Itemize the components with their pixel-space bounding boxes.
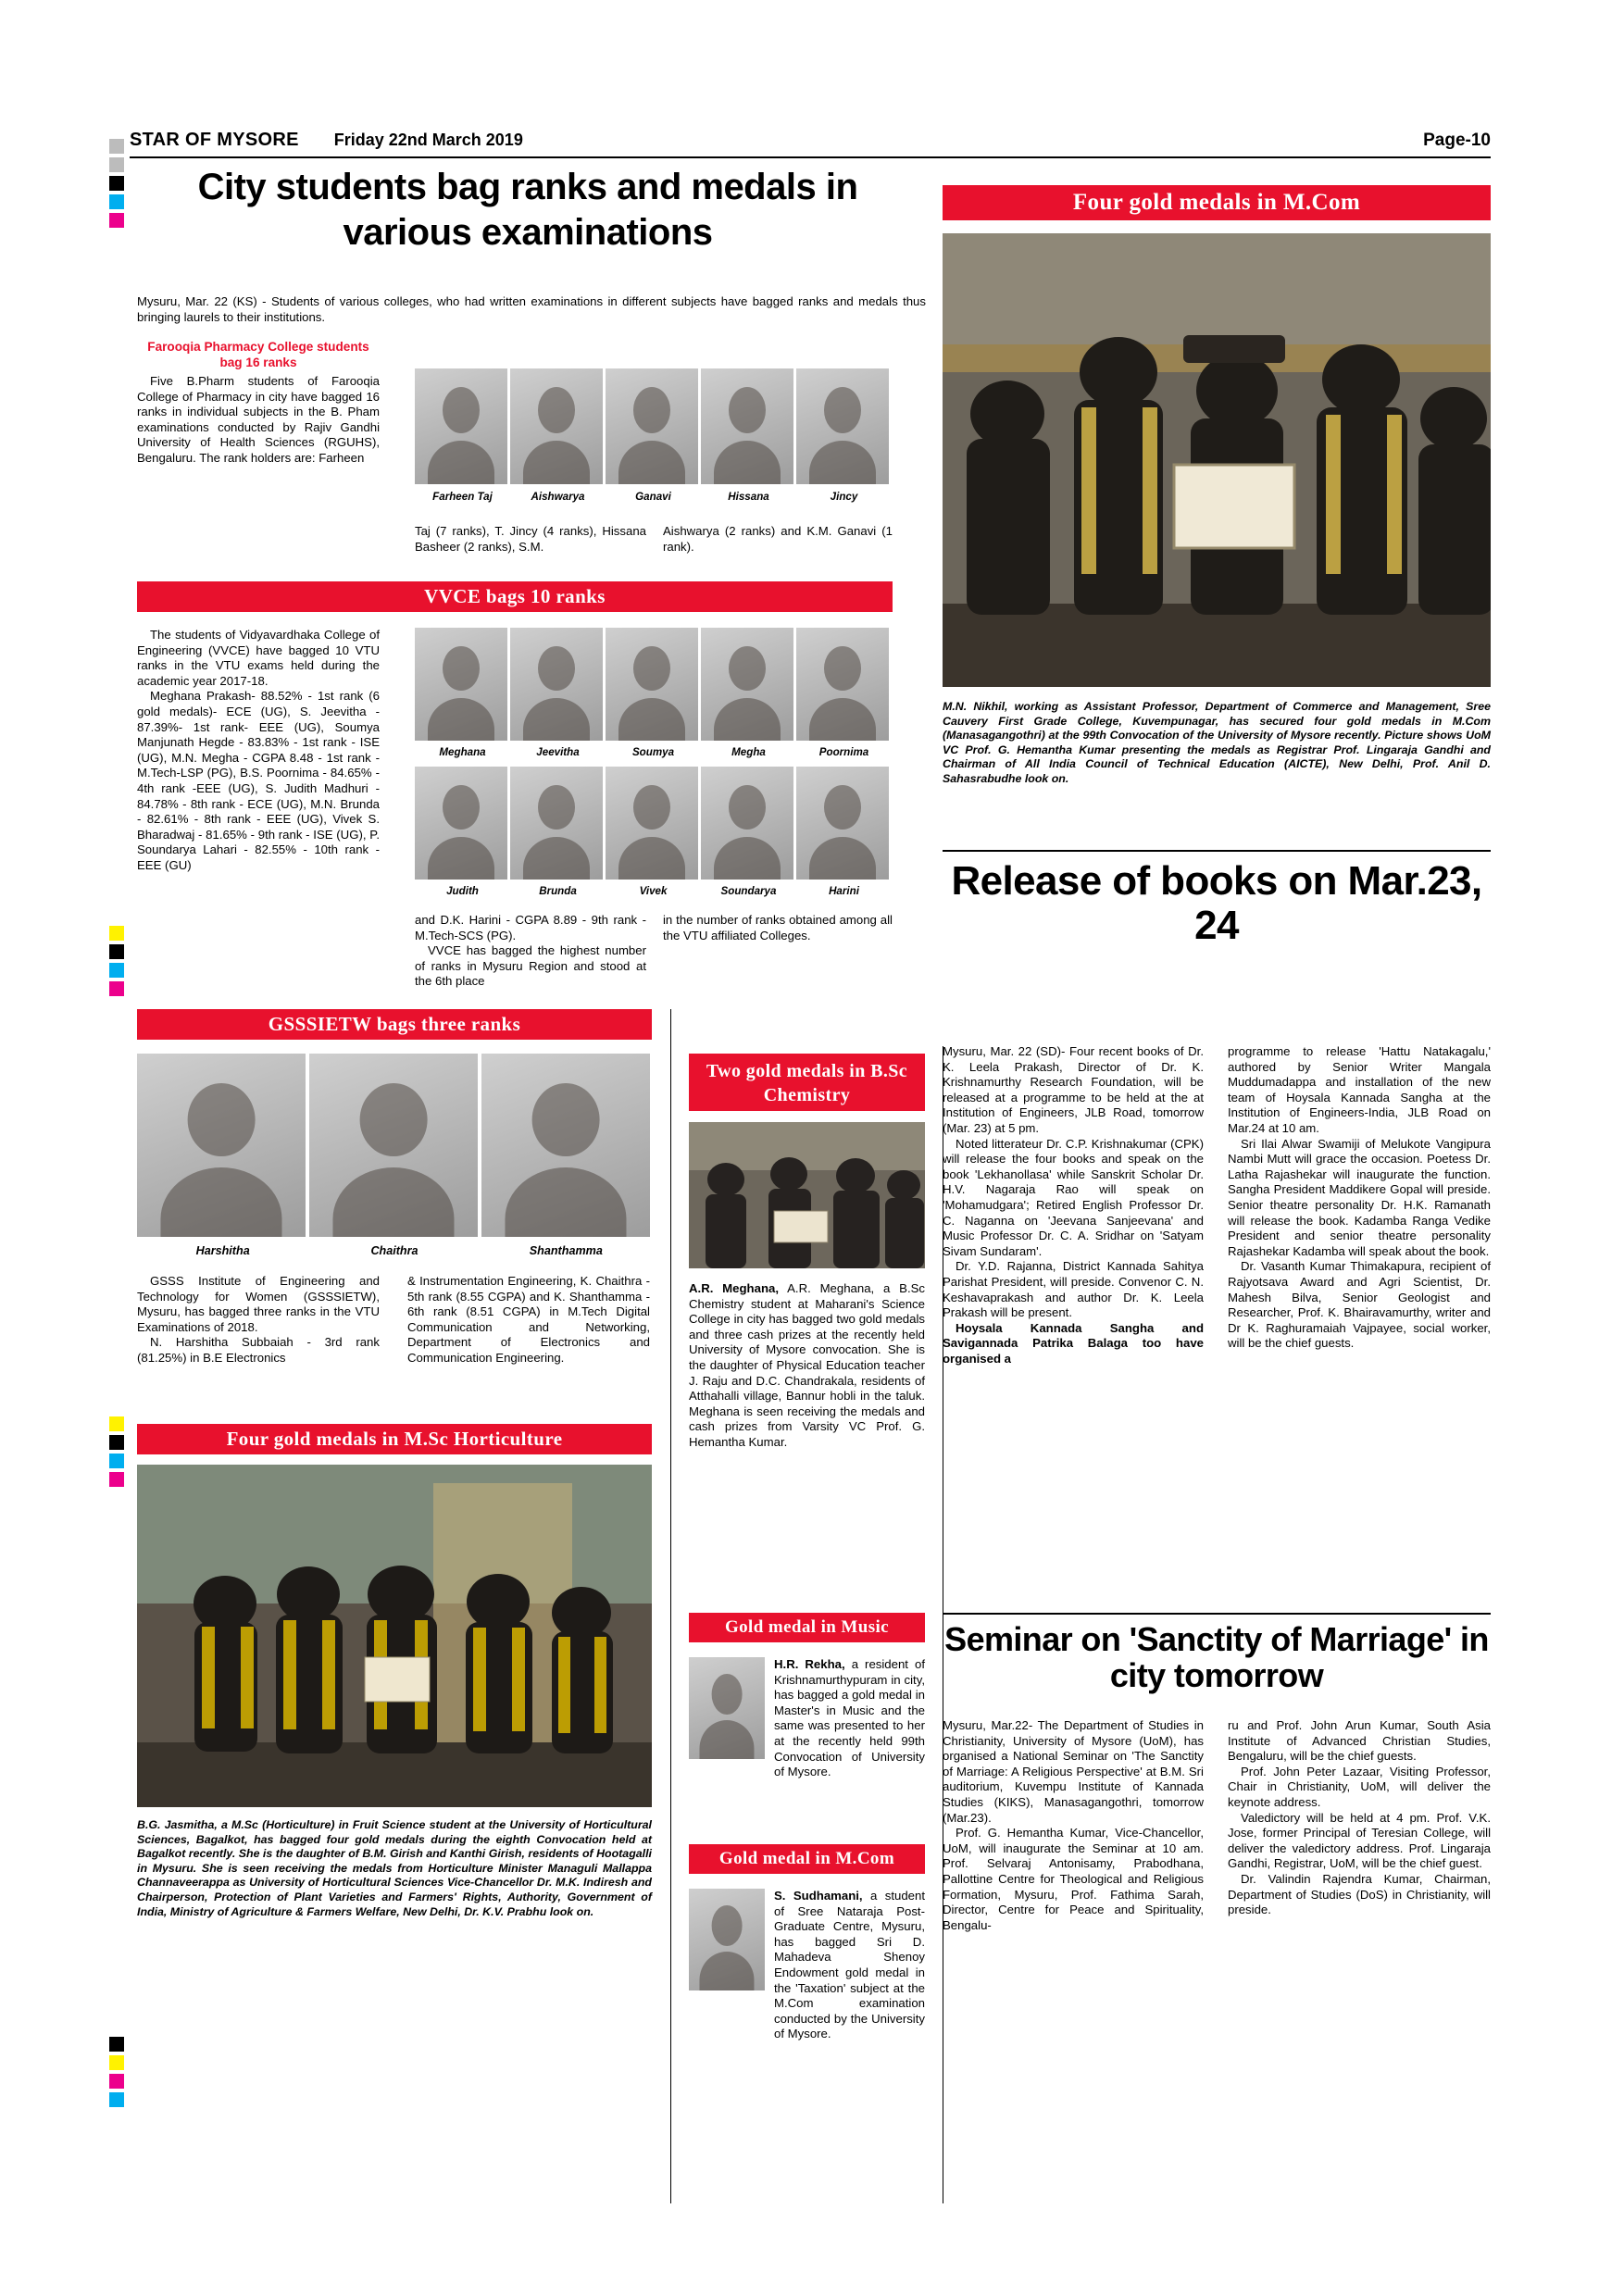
reg-mark-cyan <box>109 194 124 209</box>
four-gold-mcom-photo-graphic <box>943 233 1491 687</box>
photo-jincy <box>796 368 889 484</box>
music-banner: Gold medal in Music <box>689 1613 925 1642</box>
bsc-chemistry-photo <box>689 1122 925 1268</box>
reg-mark-black <box>109 176 124 191</box>
farooqia-body-3: Aishwarya (2 ranks) and K.M. Ganavi (1 rank). <box>663 524 893 554</box>
books-headline: Release of books on Mar.23, 24 <box>951 858 1482 948</box>
vvce-photo-row-1 <box>415 628 889 741</box>
section-divider-2 <box>943 1613 1491 1615</box>
books-col-1: Mysuru, Mar. 22 (SD)- Four recent books of Dr. K. Leela Prakash, Director of Dr. K. Krishnamurthy Research Foundation, will be released at a programme to be held at the at Institution of Engineers, JLB Road, tomorrow (Mar. 23) at 5 pm. Noted litterateur Dr. C.P. Krishnakumar (CPK) will release the four books and speak on the book 'Lekhanollasa' while Sanskrit Scholar Dr. H.V. Nagaraja Rao will speak on 'Mohamudgara'; Retired English Professor Dr. C. Naganna on 'Jeevana Sanjeevana' and Music Professor Dr. C. A. Sridhar on 'Satyam Sivam Sundaram'. Dr. Y.D. Rajanna, District Kannada Sahitya Parishat President, will preside. Convenor C. N. Keshavaprakash and author Dr. K. Leela Prakash will be present. Hoysala Kannada Sangha and Savigannada Patrika Balaga too have organised a <box>943 1044 1204 1366</box>
music-lead-name: H.R. Rekha, <box>774 1657 845 1671</box>
publication-date: Friday 22nd March 2019 <box>333 131 523 149</box>
reg-mark-magenta <box>109 981 124 996</box>
seminar-col-2: ru and Prof. John Arun Kumar, South Asia Institute of Advanced Christian Studies, Bengaluru, will be the chief guests. Prof. John Peter Lazaar, Visiting Professor, Chair in Christianity, UoM, will deliver the keynote address. Valedictory will be held at 4 pm. Prof. V.K. Jose, former Principal of Teresian College, will deliver the valedictory address. Prof. Lingaraja Gandhi, Registrar, UoM, will be the chief guest. Dr. Valindin Rajendra Kumar, Chairman, Department of Studies (DoS) in Christianity, will preside. <box>1228 1718 1491 1917</box>
photo-harini <box>796 767 889 880</box>
registration-marks-mid <box>109 926 124 1000</box>
photo-hr-rekha <box>689 1657 765 1759</box>
reg-mark-black <box>109 944 124 959</box>
photo-harshitha <box>137 1054 306 1237</box>
mcom-gold-text: a student of Sree Nataraja Post-Graduate Centre, Mysuru, has bagged Sri D. Mahadeva Shenoy Endowment gold medal in the 'Taxation' subject at the M.Com examination conducted by the University of Mysore. <box>774 1889 925 2041</box>
bsc-chem-lead-name: A.R. Meghana, <box>689 1281 780 1295</box>
horticulture-photo-graphic <box>137 1465 652 1807</box>
photo-vivek <box>606 767 698 880</box>
farooqia-photo-strip <box>415 368 889 484</box>
seminar-col-1: Mysuru, Mar.22- The Department of Studies in Christianity, University of Mysore (UoM), has organised a National Seminar on 'The Sanctity of Marriage: A Religious Perspective' at B.M. Sri auditorium, Kuvempu Institute of Kannada Studies (KIKS), Manasagangothri, tomorrow (Mar.23). Prof. G. Hemantha Kumar, Vice-Chancellor, UoM, will inaugurate the Seminar at 10 am. Prof. Selvaraj Antonisamy, Prabodhana, Pallottine Centre for Theological and Religious Formation, Mysuru, Prof. Fathima Sarah, Director, Centre for Peace and Spirituality, Bengalu- <box>943 1718 1204 1932</box>
seminar-headline: Seminar on 'Sanctity of Marriage' in city tomorrow <box>944 1620 1489 1694</box>
vvce-mid-column: and D.K. Harini - CGPA 8.89 - 9th rank - M.Tech-SCS (PG). VVCE has bagged the highest number of ranks in Mysuru Region and stood at the 6th place <box>415 913 646 989</box>
reg-mark-black <box>109 2037 124 2052</box>
vvce-right-column: in the number of ranks obtained among all the VTU affiliated Colleges. <box>663 913 893 942</box>
gsssietw-photo-strip <box>137 1054 650 1237</box>
mcom-gold-body <box>774 1889 925 2042</box>
music-body-continued <box>689 1766 925 1782</box>
vvce-banner: VVCE bags 10 ranks <box>137 581 893 612</box>
four-gold-mcom-photo <box>943 233 1491 687</box>
photo-farheen-taj <box>415 368 507 484</box>
vvce-photo-captions-2: Judith Brunda Vivek Soundarya Harini <box>446 885 859 897</box>
photo-jeevitha <box>510 628 603 741</box>
photo-megha <box>701 628 793 741</box>
gsssietw-col-1: GSSS Institute of Engineering and Technology for Women (GSSSIETW), Mysuru, has bagged three ranks in the VTU Examinations of 2018. N. Harshitha Subbaiah - 3rd rank (81.25%) in B.E Electronics <box>137 1274 380 1365</box>
reg-mark-gray <box>109 157 124 172</box>
registration-marks-lower <box>109 1416 124 1491</box>
photo-shanthamma <box>481 1054 650 1237</box>
photo-judith <box>415 767 507 880</box>
reg-mark-yellow <box>109 2055 124 2070</box>
four-gold-mcom-banner: Four gold medals in M.Com <box>943 185 1491 220</box>
publication-title: STAR OF MYSORE <box>130 130 299 150</box>
photo-s-sudhamani <box>689 1889 765 1990</box>
farooqia-body-2: Taj (7 ranks), T. Jincy (4 ranks), Hissana Basheer (2 ranks), S.M. <box>415 524 646 554</box>
vvce-left-column: The students of Vidyavardhaka College of Engineering (VVCE) have bagged 10 VTU ranks in the VTU exams held during the academic year 2017-18. Meghana Prakash- 88.52% - 1st rank (6 gold medals)- ECE (UG), S. Jeevitha - 87.39%- 1st rank- EEE (UG), Soumya Manjunath Hegde - 83.83% - 1st rank - ISE (UG), M.N. Megha - CGPA 8.48 - 1st rank - M.Tech-LSP (PG), B.S. Poornima - 84.65% - 4th rank -EEE (UG), S. Judith Madhuri - 84.78% - 8th rank - ECE (UG), M.N. Brunda - 82.61% - 8th rank - EEE (UG), Vivek S. Bharadwaj - 81.65% - 9th rank - ISE (UG), P. Soundarya Lahari - 82.55% - 10th rank - EEE (GU) <box>137 628 380 872</box>
mcom-gold-lead-name: S. Sudhamani, <box>774 1889 863 1903</box>
photo-soundarya <box>701 767 793 880</box>
photo-ganavi <box>606 368 698 484</box>
lead-paragraph: Mysuru, Mar. 22 (KS) - Students of various colleges, who had written examinations in different subjects have bagged ranks and medals thus bringing laurels to their institutions. <box>137 294 926 324</box>
gsssietw-col-2: & Instrumentation Engineering, K. Chaithra - 5th rank (8.55 CGPA) and K. Shanthamma - 6th rank (8.51 CGPA) in M.Tech Digital Communication and Networking, Department of Electronics and Communication Engineering. <box>407 1274 650 1365</box>
horticulture-caption: B.G. Jasmitha, a M.Sc (Horticulture) in Fruit Science student at the University of Horticultural Sciences, Bagalkot, has bagged four gold medals during the eighth Convocation held at Bagalkot recently. She is the daughter of B.M. Girish and Kanthi Girish, residents of Hootagalli in Mysuru. She is seen receiving the medals from Horticulture Minister Managuli Mallappa Channaveerappa as University of Horticultural Sciences Vice-Chancellor Dr. M.K. Indiresh and Chairperson, Protection of Plant Varieties and Farmers' Rights, Authority, Government of India, Ministry of Agriculture & Farmers Welfare, New Delhi, Dr. K.V. Prabhu look on. <box>137 1818 652 1918</box>
farooqia-subhead: Farooqia Pharmacy College students bag 16 ranks <box>147 340 369 369</box>
photo-aishwarya <box>510 368 603 484</box>
page-title: City students bag ranks and medals in various examinations <box>197 167 858 253</box>
horticulture-banner: Four gold medals in M.Sc Horticulture <box>137 1424 652 1454</box>
column-divider-left <box>670 1009 671 2203</box>
reg-mark-magenta <box>109 2074 124 2089</box>
photo-poornima <box>796 628 889 741</box>
gsssietw-photo-captions: Harshitha Chaithra Shanthamma <box>195 1244 603 1257</box>
reg-mark-cyan <box>109 2092 124 2107</box>
bsc-chem-text: A.R. Meghana, a B.Sc Chemistry student at Maharani's Science College in city has bagged two gold medals and three cash prizes at the recently held University of Mysore convocation. She is the daughter of Physical Education teacher J. Raju and D.C. Chandrakala, residents of Atthahalli village, Bannur hobli in the taluk. Meghana is seen receiving the medals and cash prizes from Varsity VC Prof. G. Hemantha Kumar. <box>689 1281 926 1449</box>
gsssietw-banner: GSSSIETW bags three ranks <box>137 1009 652 1040</box>
horticulture-photo <box>137 1465 652 1807</box>
bsc-chemistry-body <box>689 1281 925 1451</box>
reg-mark-yellow <box>109 1416 124 1431</box>
reg-mark-magenta <box>109 1472 124 1487</box>
mcom-gold-banner: Gold medal in M.Com <box>689 1844 925 1874</box>
photo-hissana <box>701 368 793 484</box>
reg-mark-black <box>109 1435 124 1450</box>
photo-chaithra <box>309 1054 478 1237</box>
photo-brunda <box>510 767 603 880</box>
reg-mark-cyan <box>109 963 124 978</box>
bsc-chemistry-photo-graphic <box>689 1122 925 1268</box>
reg-mark-magenta <box>109 213 124 228</box>
farooqia-body: Five B.Pharm students of Farooqia College of Pharmacy in city have bagged 16 ranks in individual subjects in the B. Pham examinations conducted by Rajiv Gandhi University of Health Sciences (RGUHS), Bengaluru. The rank holders are: Farheen <box>137 374 380 465</box>
photo-soumya <box>606 628 698 741</box>
photo-meghana <box>415 628 507 741</box>
books-col-2: programme to release 'Hattu Natakagalu,' authored by Senior Writer Mangala Muddumadappa and installation of the new team of Hoysala Kannada Sangha at the Institution of Engineers-India, JLB Road on Mar.24 at 10 am. Sri Ilai Alwar Swamiji of Melukote Vangipura Nambi Mutt will grace the occasion. Poetess Dr. Latha Rajashekar will inaugurate the function. Sangha President Maddikere Gopal will preside. Senior theatre personality Dr. H.K. Ramanath will release the book. Kadamba Ranga Vedike President and senior theatre personality Rajashekar Kadamba will speak about the book. Dr. Vasanth Kumar Thimakapura, recipient of Rajyotsava Award and Agri Scientist, Dr. Mahesh Bilva, Senior Geologist and Researcher, Prof. K. Bhairavamurthy, writer and Dr K. Raghuramaiah Vajpayee, social worker, will be the chief guests. <box>1228 1044 1491 1351</box>
registration-marks <box>109 139 124 231</box>
vvce-photo-row-2 <box>415 767 889 880</box>
vvce-photo-captions-1: Meghana Jeevitha Soumya Megha Poornima <box>439 746 869 758</box>
reg-mark-cyan <box>109 1454 124 1468</box>
reg-mark-yellow <box>109 926 124 941</box>
farooqia-photo-captions: Farheen Taj Aishwarya Ganavi Hissana Jincy <box>432 491 858 503</box>
registration-marks-bottom <box>109 2037 124 2111</box>
four-gold-mcom-caption: M.N. Nikhil, working as Assistant Professor, Department of Commerce and Management, Sree Cauvery First Grade College, Kuvempunagar, has secured four gold medals in M.Com (Manasagangothri) at the 99th Convocation of the University of Mysore recently. Picture shows UoM VC Prof. G. Hemantha Kumar presenting the medals as Registrar Prof. Lingaraja Gandhi and Chairman of All India Council of Technical Education (AICTE), New Delhi, Prof. Anil D. Sahasrabudhe look on. <box>943 700 1491 785</box>
section-divider-1 <box>943 850 1491 852</box>
reg-mark-gray <box>109 139 124 154</box>
music-text: a resident of Krishnamurthypuram in city, has bagged a gold medal in Master's in Music and the same was presented to her at the recently held 99th Convocation of University of Mysore. <box>774 1657 925 1779</box>
bsc-chemistry-banner: Two gold medals in B.Sc Chemistry <box>689 1054 925 1111</box>
music-body-wrap <box>774 1657 925 1780</box>
page-number: Page-10 <box>1423 131 1491 150</box>
masthead <box>130 130 1491 158</box>
